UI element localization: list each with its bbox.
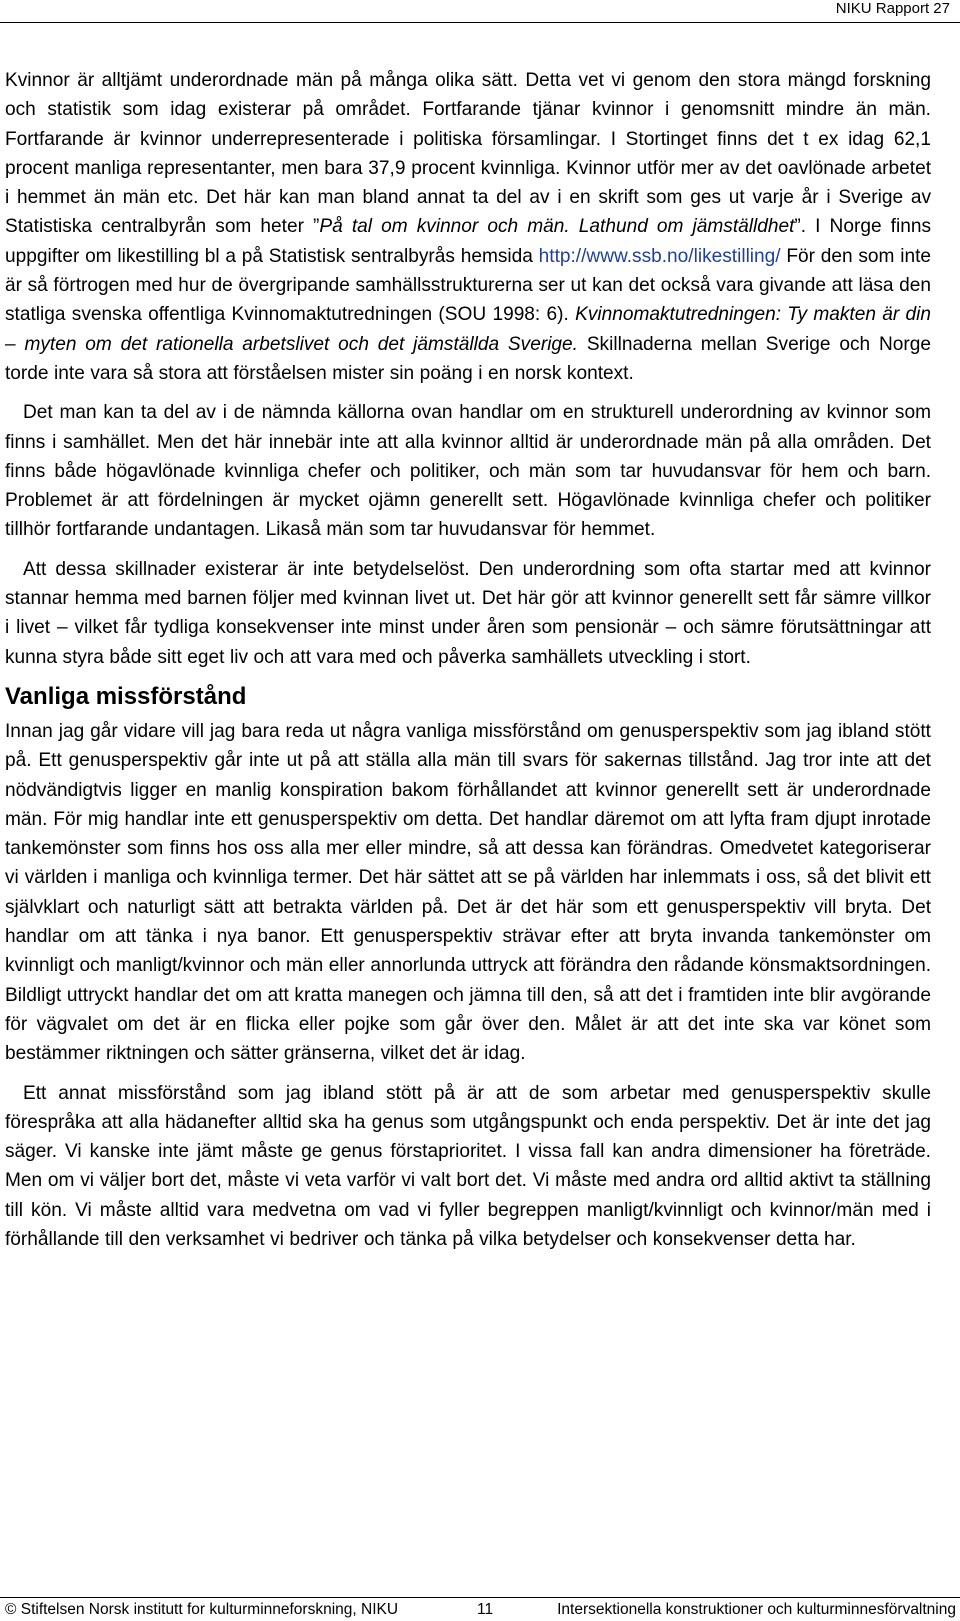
running-head: NIKU Rapport 27 (835, 0, 950, 17)
paragraph-1-text-a: Kvinnor är alltjämt underordnade män på många olika sätt. Detta vet vi genom den stora mängd forskning och statistik som idag existerar på området. Fortfarande tjänar kvinnor i genomsnitt mindre än män. Fortfarande är kvinnor underrepresenterade i politiska församlingar. I Stortinget finns det t ex idag 62,1 procent manliga representanter, men bara 37,9 procent kvinnliga. Kvinnor utför mer av det oavlönade arbetet i hemmet än män etc. Det här kan man bland annat ta del av i en skrift som ges ut varje år i Sverige av Statistiska centralbyrån som heter ” (5, 70, 931, 238)
publication-title: På tal om kvinnor och män. Lathund om jämställdhet (319, 216, 795, 238)
footer-rule (0, 1597, 960, 1598)
footer-copyright: © Stiftelsen Norsk institutt for kulturminneforskning, NIKU (5, 1601, 399, 1618)
ssb-link[interactable]: http://www.ssb.no/likestilling/ (538, 245, 781, 267)
paragraph-1-text-b: ”. I Norge finns uppgifter om likestilling bl a på Statistisk sentralbyrås hemsida (5, 216, 931, 267)
page-number: 11 (477, 1601, 494, 1618)
paragraph-3: Att dessa skillnader existerar är inte betydelselöst. Den underordning som ofta startar med att kvinnor stannar hemma med barnen följer med kvinnan livet ut. Det här gör att kvinnor generellt sett får sämre villkor i livet – vilket får tydliga konsekvenser inte minst under åren som pensionär – och sämre förutsättningar att kunna styra både sitt eget liv och att vara med och påverka samhällets utveckling i stort. (5, 558, 931, 668)
footer (5, 1600, 956, 1620)
footer-report-title: Intersektionella konstruktioner och kulturminnesförvaltning (557, 1601, 956, 1618)
header-rule (0, 22, 960, 23)
paragraph-5: Ett annat missförstånd som jag ibland stött på är att de som arbetar med genusperspektiv skulle förespråka att alla hädanefter alltid ska ha genus som utgångspunkt och enda perspektiv. Det är inte det jag säger. Vi kanske inte jämt måste ge genus förstaprioritet. I vissa fall kan andra dimensioner ha företräde. Men om vi väljer bort det, måste vi veta varför vi valt bort det. Vi måste med andra ord alltid aktivt ta ställning till kön. Vi måste alltid vara medvetna om vad vi fyller begreppen manligt/kvinnligt och kvinnor/män med i förhållande till den verksamhet vi bedriver och tänka på vilka betydelser och konsekvenser detta har. (5, 1082, 931, 1250)
paragraph-4: Innan jag går vidare vill jag bara reda ut några vanliga missförstånd om genusperspektiv som jag ibland stött på. Ett genusperspektiv går inte ut på att ställa alla män till svars för sakernas tillstånd. Jag tror inte att det nödvändigtvis ligger en manlig konspiration bakom förhållandet att kvinnor generellt sett är underordnade män. För mig handlar inte ett genusperspektiv om detta. Det handlar däremot om att lyfta fram djupt inrotade tankemönster som finns hos oss alla mer eller mindre, så att dessa kan förändras. Omedvetet kategoriserar vi världen i manliga och kvinnliga termer. Det här sättet att se på världen har inlemmats i oss, så det blivit ett självklart och naturligt sätt att betrakta världen på. Det är det här som ett genusperspektiv vill bryta. Det handlar om att tänka i nya banor. Ett genusperspektiv strävar efter att bryta invanda tankemönster om kvinnligt och manligt/kvinnor och män eller annorlunda uttryck att förändra den rådande könsmaktsordningen. Bildligt uttryckt handlar det om att kratta manegen och jämna till den, så att det i framtiden inte blir avgörande för vägvalet om det är en flicka eller pojke som går över den. Målet är att det inte ska var könet som bestämmer riktningen och sätter gränserna, vilket det är idag. (5, 720, 931, 1065)
paragraph-1-text-d: Skillnaderna mellan Sverige och Norge torde inte vara så stora att förståelsen mister sin poäng i en norsk kontext. (5, 333, 931, 384)
paragraph-1-text-c: För den som inte är så förtrogen med hur de övergripande samhällsstrukturerna ser ut kan det också vara givande att läsa den statliga svenska offentliga Kvinnomaktutredningen (SOU 1998: 6). (5, 245, 931, 326)
section-heading: Vanliga missförstånd (5, 682, 247, 710)
report-title: Kvinnomaktutredningen: Ty makten är din – myten om det rationella arbetslivet och det jämställda Sverige. (5, 304, 931, 355)
paragraph-1 (5, 66, 931, 388)
page-body (5, 66, 931, 1254)
paragraph-2: Det man kan ta del av i de nämnda källorna ovan handlar om en strukturell underordning av kvinnor som finns i samhället. Men det här innebär inte att alla kvinnor alltid är underordnade män på alla områden. Det finns både högavlönade kvinnliga chefer och politiker, och män som tar huvudansvar för hem och barn. Problemet är att fördelningen är mycket ojämn generellt sett. Högavlönade kvinnliga chefer och politiker tillhör fortfarande undantagen. Likaså män som tar huvudansvar för hemmet. (5, 402, 931, 541)
